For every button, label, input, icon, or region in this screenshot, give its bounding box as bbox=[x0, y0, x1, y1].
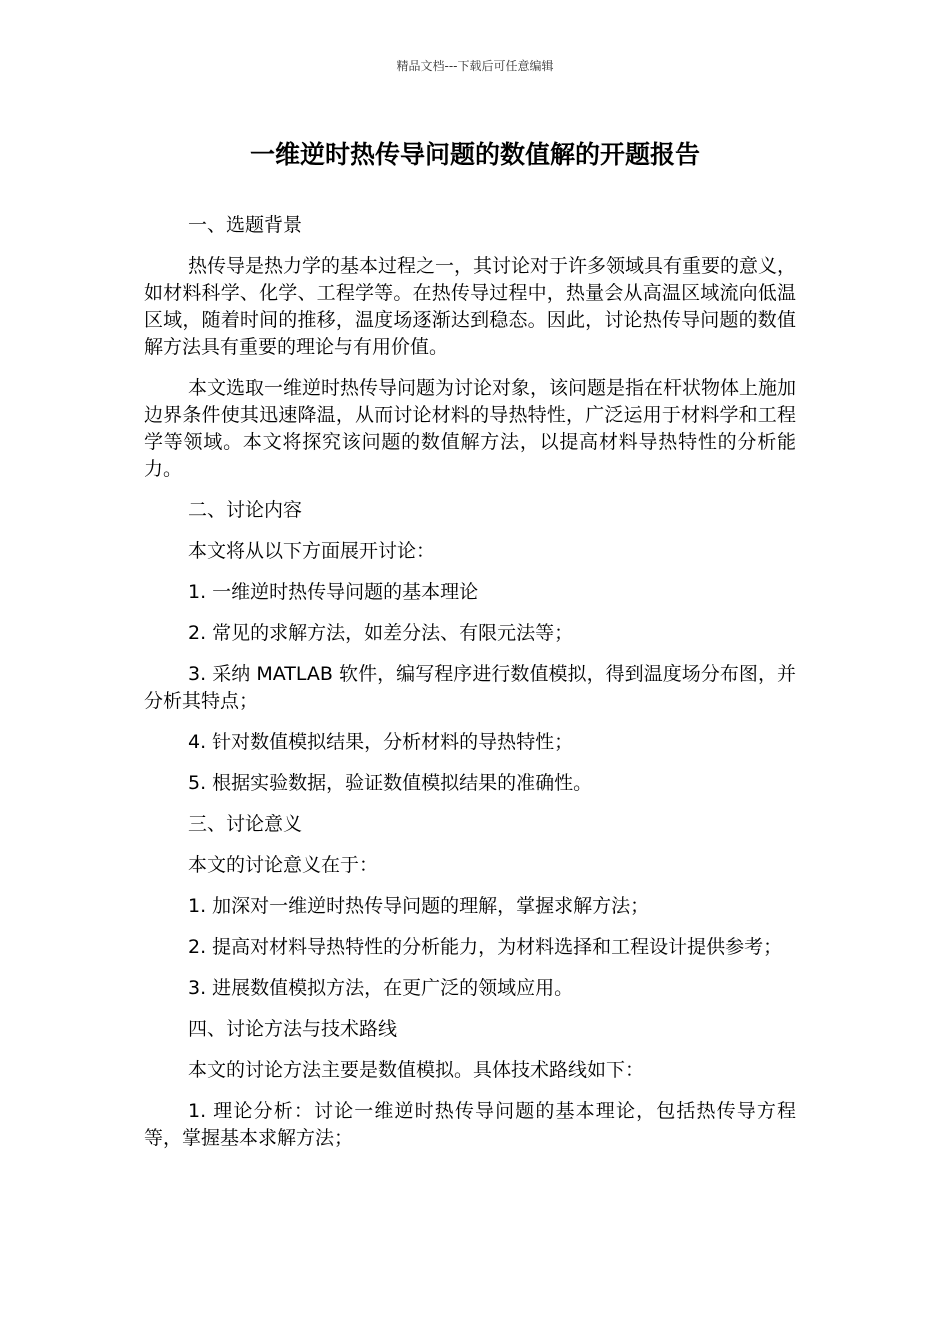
section-heading-methods: 四、讨论方法与技术路线 bbox=[188, 1018, 398, 1040]
list-item-content-4: 4. 针对数值模拟结果，分析材料的导热特性； bbox=[188, 731, 574, 753]
list-item-significance-3: 3. 进展数值模拟方法，在更广泛的领域应用。 bbox=[188, 977, 574, 999]
list-item-content-1: 1. 一维逆时热传导问题的基本理论 bbox=[188, 581, 479, 603]
document-body bbox=[144, 212, 796, 1166]
section-heading-content: 二、讨论内容 bbox=[188, 499, 303, 521]
list-item-content-5: 5. 根据实验数据，验证数值模拟结果的准确性。 bbox=[188, 772, 593, 794]
paragraph-background-2: 本文选取一维逆时热传导问题为讨论对象，该问题是指在杆状物体上施加边界条件使其迅速降温，从而讨论材料的导热特性，广泛运用于材料学和工程学等领域。本文将探究该问题的数值解方法，以提高材料导热特性的分析能力。 bbox=[144, 377, 797, 480]
page-header: 精品文档---下载后可任意编辑 bbox=[396, 59, 554, 73]
document-title: 一维逆时热传导问题的数值解的开题报告 bbox=[249, 140, 700, 169]
section-heading-significance: 三、讨论意义 bbox=[188, 813, 303, 835]
paragraph-content-intro: 本文将从以下方面展开讨论： bbox=[188, 540, 436, 562]
list-item-methods-1: 1. 理论分析：讨论一维逆时热传导问题的基本理论，包括热传导方程等，掌握基本求解方法； bbox=[144, 1100, 796, 1149]
paragraph-methods-intro: 本文的讨论方法主要是数值模拟。具体技术路线如下： bbox=[188, 1059, 645, 1081]
list-item-significance-2: 2. 提高对材料导热特性的分析能力，为材料选择和工程设计提供参考； bbox=[188, 936, 783, 958]
section-heading-background: 一、选题背景 bbox=[188, 214, 303, 236]
list-item-significance-1: 1. 加深对一维逆时热传导问题的理解，掌握求解方法； bbox=[188, 895, 650, 917]
list-item-content-3: 3. 采纳 MATLAB 软件，编写程序进行数值模拟，得到温度场分布图，并分析其特点； bbox=[144, 663, 796, 712]
paragraph-background-1: 热传导是热力学的基本过程之一，其讨论对于许多领域具有重要的意义，如材料科学、化学、工程学等。在热传导过程中，热量会从高温区域流向低温区域，随着时间的推移，温度场逐渐达到稳态。因此，讨论热传导问题的数值解方法具有重要的理论与有用价值。 bbox=[144, 255, 797, 358]
paragraph-significance-intro: 本文的讨论意义在于： bbox=[188, 854, 379, 876]
list-item-content-2: 2. 常见的求解方法，如差分法、有限元法等； bbox=[188, 622, 574, 644]
